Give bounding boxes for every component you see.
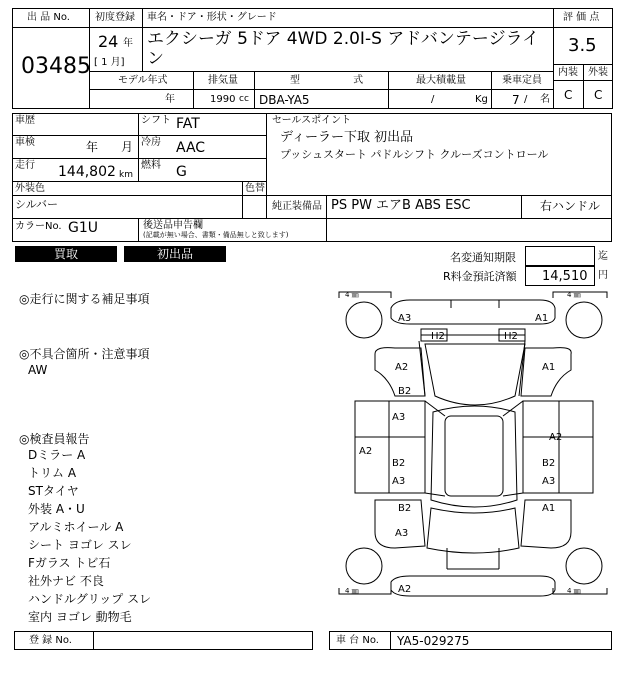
exterior-color-value: シルバー bbox=[15, 198, 58, 211]
color-no-label: カラーNo. bbox=[15, 221, 62, 232]
max-load-slash: / bbox=[431, 94, 435, 105]
inspection-year-unit: 年 bbox=[86, 140, 99, 154]
ac-label: 冷房 bbox=[141, 137, 161, 148]
tire-depth-fr: 4 ㎜ bbox=[567, 291, 581, 299]
first-listing-tag: 初出品 bbox=[124, 246, 226, 262]
interior-grade-cell bbox=[553, 80, 584, 109]
fuel-value: G bbox=[176, 164, 187, 180]
lot-no-label: 出 品 No. bbox=[27, 12, 70, 23]
displacement: 1990 bbox=[210, 94, 236, 105]
mark-door-right-3: A3 bbox=[542, 476, 556, 487]
mark-quarter-left-2: A3 bbox=[395, 528, 409, 539]
postal-note: (記載が無い場合、書類・備品無しと致します) bbox=[143, 231, 289, 239]
mark-door-left-3: A3 bbox=[392, 476, 406, 487]
capacity-label: 乗車定員 bbox=[502, 75, 542, 86]
first-reg-month: [ 1 月] bbox=[94, 57, 125, 68]
displacement-cell bbox=[193, 89, 255, 109]
mark-door-left-2: B2 bbox=[392, 458, 406, 469]
exterior-label-cell bbox=[583, 64, 613, 81]
car-name-cell bbox=[142, 27, 554, 72]
mark-door-front-left: A3 bbox=[392, 412, 406, 423]
inspector-item: 外装 A・U bbox=[28, 502, 85, 516]
first-reg-cell bbox=[89, 27, 143, 72]
mileage-value: 144,802 bbox=[58, 164, 116, 180]
mileage-unit: km bbox=[119, 170, 133, 180]
mark-rear-bumper-left: A2 bbox=[398, 584, 412, 595]
exterior-grade-cell bbox=[583, 80, 613, 109]
capacity-unit: 名 bbox=[540, 94, 550, 105]
ac-value: AAC bbox=[176, 140, 206, 156]
lot-no-label-cell bbox=[12, 8, 90, 28]
shift-value: FAT bbox=[176, 116, 200, 132]
recycle-value: 14,510 bbox=[542, 269, 588, 284]
tire-depth-rl: 4 ㎜ bbox=[345, 587, 359, 595]
type-label-cell bbox=[254, 71, 389, 90]
capacity-slash: / bbox=[524, 94, 528, 105]
shift-label: シフト bbox=[141, 115, 171, 126]
car-name-label-cell bbox=[142, 8, 554, 28]
recycle-label: R料金預託済額 bbox=[443, 270, 517, 283]
mark-side-left: A2 bbox=[359, 446, 373, 457]
mark-door-right-2: B2 bbox=[542, 458, 556, 469]
mark-door-rear-right: A2 bbox=[549, 432, 563, 443]
max-load-label-cell bbox=[388, 71, 492, 90]
notice-cell bbox=[525, 246, 595, 266]
postal-label: 後送品申告欄 bbox=[143, 220, 203, 231]
capacity-label-cell bbox=[491, 71, 554, 90]
score-cell bbox=[553, 27, 613, 65]
reg-no-cell bbox=[93, 631, 313, 650]
max-load-cell bbox=[388, 89, 492, 109]
type-value: DBA-YA5 bbox=[259, 93, 310, 107]
chassis-label: 車 台 No. bbox=[336, 635, 379, 646]
first-reg-year-unit: 年 bbox=[123, 38, 133, 49]
interior-grade: C bbox=[564, 88, 573, 102]
equipment-value: PS PW エアB ABS ESC bbox=[331, 198, 471, 213]
score: 3.5 bbox=[568, 35, 597, 56]
inspector-item: アルミホイール A bbox=[28, 520, 124, 534]
model-year-cell bbox=[89, 89, 194, 109]
first-reg-label-cell bbox=[89, 8, 143, 28]
inspector-item: トリム A bbox=[28, 466, 77, 480]
displacement-label-cell bbox=[193, 71, 255, 90]
notice-unit: 迄 bbox=[598, 251, 608, 262]
tire-depth-rr: 4 ㎜ bbox=[567, 587, 581, 595]
first-reg-label: 初度登録 bbox=[95, 12, 135, 23]
max-load-unit: Kg bbox=[475, 94, 488, 105]
mark-front-bumper-right: A1 bbox=[535, 313, 549, 324]
chassis-no: YA5-029275 bbox=[397, 634, 470, 648]
buy-tag: 買取 bbox=[15, 246, 117, 262]
sales-points-label: セールスポイント bbox=[272, 115, 352, 126]
model-year-label: モデル年式 bbox=[118, 75, 168, 86]
color-change-label: 色替 bbox=[245, 183, 265, 194]
color-no-value: G1U bbox=[68, 220, 99, 236]
notice-label: 名変通知期限 bbox=[450, 251, 516, 264]
capacity-cell bbox=[491, 89, 554, 109]
mileage-label: 走行 bbox=[15, 160, 35, 171]
inspector-item: ハンドルグリップ スレ bbox=[28, 592, 152, 606]
recycle-unit: 円 bbox=[598, 270, 608, 281]
sales-point-2: プッシュスタート パドルシフト クルーズコントロール bbox=[280, 148, 549, 161]
sales-point-1: ディーラー下取 初出品 bbox=[280, 130, 414, 145]
mark-quarter-left: B2 bbox=[398, 503, 412, 514]
inspection-month-unit: 月 bbox=[121, 140, 134, 154]
car-name-label: 車名・ドア・形状・グレード bbox=[147, 12, 277, 23]
defect-item: AW bbox=[28, 363, 48, 377]
displacement-unit: cc bbox=[239, 94, 249, 104]
defects-title: ◎不具合箇所・注意事項 bbox=[19, 347, 150, 361]
reg-no-label: 登 録 No. bbox=[29, 635, 72, 646]
inspector-item: Fガラス トビ石 bbox=[28, 556, 111, 570]
capacity: 7 bbox=[512, 93, 520, 107]
mark-headlight-left: H2 bbox=[431, 331, 445, 342]
inspector-item: Dミラー A bbox=[28, 448, 86, 462]
exterior-label: 外装 bbox=[588, 67, 608, 78]
mark-fender-left-2: B2 bbox=[398, 386, 412, 397]
chassis-label-cell bbox=[329, 631, 391, 650]
exterior-grade: C bbox=[594, 88, 603, 102]
lot-no: 03485 bbox=[21, 54, 91, 79]
lot-no-cell bbox=[12, 27, 90, 109]
inspection-label: 車検 bbox=[15, 137, 35, 148]
reg-no-label-cell bbox=[14, 631, 94, 650]
exterior-color-label: 外装色 bbox=[15, 183, 45, 194]
inspector-item: 社外ナビ 不良 bbox=[28, 574, 104, 588]
score-label: 評 価 点 bbox=[563, 12, 600, 23]
tire-depth-fl: 4 ㎜ bbox=[345, 291, 359, 299]
mark-fender-right: A1 bbox=[542, 362, 556, 373]
model-year-label-cell bbox=[89, 71, 194, 90]
mark-front-bumper-left: A3 bbox=[398, 313, 412, 324]
inspector-item: 室内 ヨゴレ 動物毛 bbox=[28, 610, 132, 624]
supplement-title: ◎走行に関する補足事項 bbox=[19, 292, 150, 306]
car-name: エクシーガ 5ドア 4WD 2.0I-S アドバンテージライン bbox=[147, 29, 540, 69]
handle-value: 右ハンドル bbox=[540, 199, 601, 213]
first-reg-year: 24 bbox=[98, 32, 119, 51]
mark-quarter-right: A1 bbox=[542, 503, 556, 514]
inspector-item: シート ヨゴレ スレ bbox=[28, 538, 132, 552]
inspector-item: STタイヤ bbox=[28, 484, 79, 498]
type-label: 型 式 bbox=[290, 75, 364, 86]
displacement-label: 排気量 bbox=[208, 75, 238, 86]
interior-label: 内装 bbox=[558, 67, 578, 78]
type-cell bbox=[254, 89, 389, 109]
max-load-label: 最大積載量 bbox=[416, 75, 466, 86]
history-label: 車歴 bbox=[15, 115, 35, 126]
chassis-cell bbox=[390, 631, 612, 650]
score-label-cell bbox=[553, 8, 613, 28]
mark-fender-left: A2 bbox=[395, 362, 409, 373]
recycle-cell bbox=[525, 266, 595, 286]
interior-label-cell bbox=[553, 64, 584, 81]
mark-headlight-right: H2 bbox=[504, 331, 518, 342]
fuel-label: 燃料 bbox=[141, 160, 161, 171]
inspector-title: ◎検査員報告 bbox=[19, 432, 90, 446]
equipment-label: 純正装備品 bbox=[272, 201, 322, 212]
model-year-unit: 年 bbox=[165, 94, 175, 105]
damage-diagram bbox=[335, 286, 613, 630]
